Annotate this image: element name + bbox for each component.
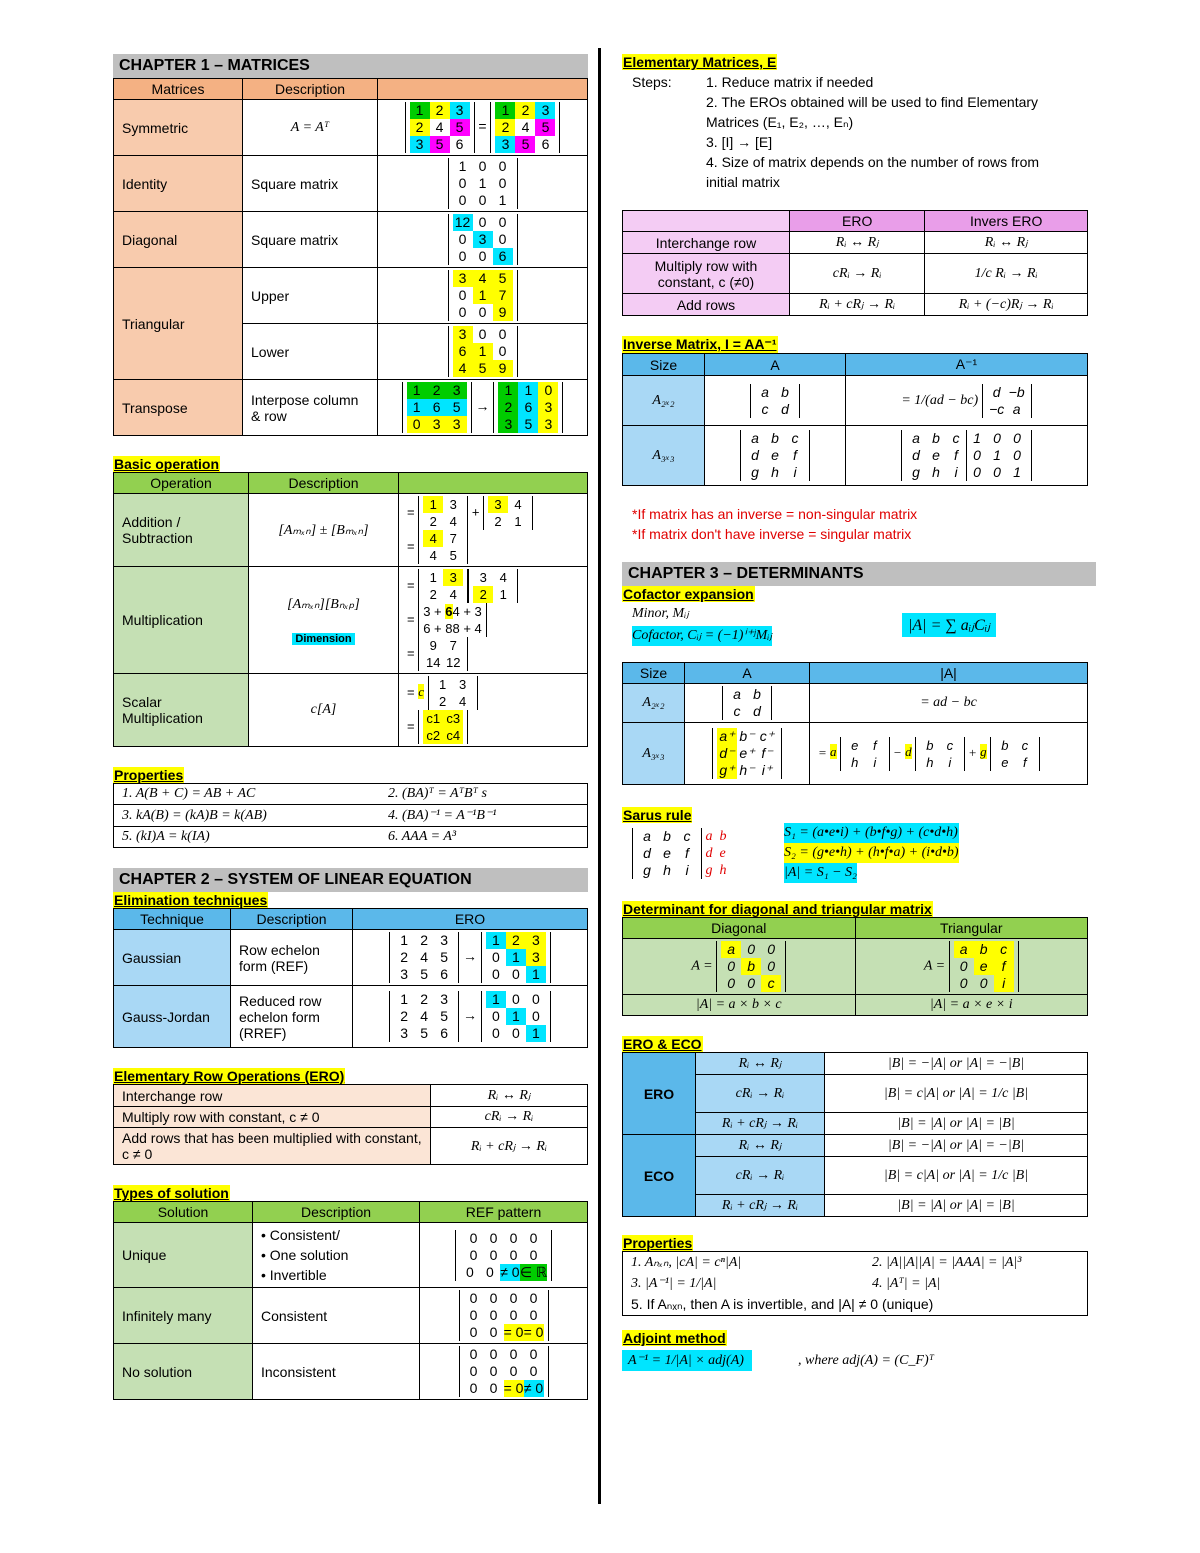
size-2x2: A₂ₓ₂ bbox=[623, 376, 705, 426]
solution-types-title: Types of solution bbox=[114, 1185, 229, 1201]
chapter-1-title: CHAPTER 1 – MATRICES bbox=[113, 54, 588, 78]
ero-multiply-op: cRᵢ → Rᵢ bbox=[431, 1107, 588, 1128]
triangular-matrix: A = a b c 0 e f 0 0 i bbox=[855, 939, 1088, 995]
eco-label: ECO bbox=[623, 1135, 696, 1217]
diagonal-matrix: A = a 0 0 0 b 0 0 0 c bbox=[623, 939, 856, 995]
col-matrices: Matrices bbox=[114, 79, 243, 100]
transpose-example: 1 2 3 1 6 5 0 3 3 → 1 1 0 2 6 3 3 5 3 bbox=[378, 380, 588, 436]
col-det-size: Size bbox=[623, 663, 685, 684]
note-non-singular: *If matrix has an inverse = non-singular matrix bbox=[632, 506, 918, 522]
sarus-det: |A| = S₁ − S₂ bbox=[784, 863, 857, 883]
row-addition: Addition / Subtraction bbox=[114, 494, 249, 567]
ero-interchange-op: Rᵢ ↔ Rⱼ bbox=[431, 1085, 588, 1107]
triangular-lower: Lower bbox=[243, 324, 378, 380]
note-singular: *If matrix don't have inverse = singular matrix bbox=[632, 526, 912, 542]
ero-interchange: Interchange row bbox=[114, 1085, 431, 1107]
row-no-solution: No solution bbox=[114, 1344, 253, 1400]
eco-row-2-op: cRᵢ → Rᵢ bbox=[696, 1157, 825, 1195]
inv-multiply-inv: 1/c Rᵢ → Rᵢ bbox=[925, 254, 1088, 294]
det-a-2x2: a b c d bbox=[685, 684, 810, 723]
inverse-ero-table bbox=[622, 210, 1088, 316]
a-3x3: a b c d e f g h i bbox=[705, 426, 846, 486]
col-technique: Technique bbox=[114, 909, 231, 930]
elementary-matrices-title: Elementary Matrices, E bbox=[623, 54, 777, 70]
eco-row-3-op: Rᵢ + cRⱼ → Rᵢ bbox=[696, 1195, 825, 1217]
adjoint-where: , where adj(A) = (C_F)ᵀ bbox=[798, 1352, 935, 1368]
row-unique: Unique bbox=[114, 1223, 253, 1288]
col-diagonal: Diagonal bbox=[623, 918, 856, 939]
ero-row-2-op: cRᵢ → Rᵢ bbox=[696, 1075, 825, 1113]
ero-row-1-res: |B| = −|A| or |A| = −|B| bbox=[825, 1053, 1088, 1075]
properties-title-2: Properties bbox=[623, 1235, 693, 1251]
col-triangular: Triangular bbox=[855, 918, 1088, 939]
row-multiplication: Multiplication bbox=[114, 567, 249, 674]
step-3: 3. [I] → [E] bbox=[706, 134, 773, 150]
addition-desc: [Aₘₓₙ] ± [Bₘₓₙ] bbox=[249, 494, 399, 567]
infinite-pattern: 0 0 0 0 0 0 0 0 0 0 = 0= 0 bbox=[420, 1288, 588, 1344]
multiplication-example: = 1 3 2 43 4 2 1 = 3 + 64 + 3 6 + 88 + 4 = 9 7 14 12 bbox=[399, 567, 588, 674]
prop-1: 1. A(B + C) = AB + AC bbox=[114, 784, 381, 805]
elimination-table bbox=[113, 908, 588, 1048]
cofactor-title: Cofactor expansion bbox=[623, 586, 754, 602]
symmetric-desc: A = Aᵀ bbox=[243, 100, 378, 156]
no-solution-desc: Inconsistent bbox=[253, 1344, 420, 1400]
ero-row-3-op: Rᵢ + cRⱼ → Rᵢ bbox=[696, 1113, 825, 1135]
adjoint-block bbox=[622, 1350, 1088, 1371]
gaussian-desc: Row echelon form (REF) bbox=[231, 930, 353, 986]
col-size: Size bbox=[623, 354, 705, 376]
properties-title-1: Properties bbox=[114, 767, 184, 783]
ero-multiply: Multiply row with constant, c ≠ 0 bbox=[114, 1107, 431, 1128]
eco-row-3-res: |B| = |A| or |A| = |B| bbox=[825, 1195, 1088, 1217]
gauss-jordan-desc: Reduced row echelon form (RREF) bbox=[231, 986, 353, 1048]
step-2: 2. The EROs obtained will be used to find Elementary Matrices (E₁, E₂, …, Eₙ) bbox=[706, 94, 1039, 130]
col-description: Description bbox=[243, 79, 378, 100]
ero-add: Add rows that has been multiplied with constant, c ≠ 0 bbox=[114, 1128, 431, 1165]
prop-2: 2. (BA)ᵀ = AᵀBᵀ s bbox=[380, 784, 588, 805]
minor-def: Minor, Mᵢⱼ bbox=[632, 606, 689, 621]
inverse-matrix-table bbox=[622, 353, 1088, 486]
properties-table-1 bbox=[113, 783, 588, 848]
inv-add-ero: Rᵢ + cRⱼ → Rᵢ bbox=[790, 294, 925, 316]
row-symmetric: Symmetric bbox=[114, 100, 243, 156]
ero-row-3-res: |B| = |A| or |A| = |B| bbox=[825, 1113, 1088, 1135]
basic-operation-table bbox=[113, 472, 588, 747]
upper-example: 3 4 5 0 1 7 0 0 9 bbox=[378, 268, 588, 324]
col-op-example bbox=[399, 473, 588, 494]
unique-desc-1: Consistent/ bbox=[269, 1227, 340, 1243]
multiplication-dims: [Aₘₓₙ][Bₙₓₚ] bbox=[287, 597, 360, 612]
row-diagonal: Diagonal bbox=[114, 212, 243, 268]
sarus-s2: S₂ = (g•e•h) + (h•f•a) + (i•d•b) bbox=[784, 843, 959, 863]
ero-title: Elementary Row Operations (ERO) bbox=[114, 1068, 345, 1084]
properties-table-2 bbox=[622, 1251, 1088, 1316]
col-sol-description: Description bbox=[253, 1202, 420, 1223]
left-column bbox=[113, 0, 588, 1400]
addition-example: = 1 3 2 4 + 3 4 2 1 = 4 7 4 5 bbox=[399, 494, 588, 567]
ero-label: ERO bbox=[623, 1053, 696, 1135]
col-operation: Operation bbox=[114, 473, 249, 494]
size-3x3: A₃ₓ₃ bbox=[623, 426, 705, 486]
col-blank bbox=[623, 211, 790, 232]
det-size-3x3: A₃ₓ₃ bbox=[623, 723, 685, 785]
diag-tri-table bbox=[622, 917, 1088, 1016]
unique-desc-3: Invertible bbox=[269, 1267, 327, 1283]
eco-row-2-res: |B| = c|A| or |A| = 1/c |B| bbox=[825, 1157, 1088, 1195]
col-det-value: |A| bbox=[810, 663, 1088, 684]
cofactor-def: Cofactor, Cᵢⱼ = (−1)ⁱ⁺ʲMᵢⱼ bbox=[632, 626, 772, 646]
adjoint-formula: A⁻¹ = 1/|A| × adj(A) bbox=[622, 1350, 752, 1371]
det-prop-5: 5. If Aₙₓₙ, then A is invertible, and |A| ≠ 0 (unique) bbox=[623, 1294, 1088, 1316]
sarus-formulas bbox=[784, 823, 959, 883]
triangular-det: |A| = a × e × i bbox=[855, 995, 1088, 1016]
inv-add: Add rows bbox=[623, 294, 790, 316]
ero-eco-table bbox=[622, 1052, 1088, 1217]
inv-multiply-ero: cRᵢ → Rᵢ bbox=[790, 254, 925, 294]
chapter-2-title: CHAPTER 2 – SYSTEM OF LINEAR EQUATION bbox=[113, 868, 588, 892]
a-inverse-2x2: = 1/(ad − bc) d −b −c a bbox=[846, 376, 1088, 426]
eco-row-1-op: Rᵢ ↔ Rⱼ bbox=[696, 1135, 825, 1157]
steps-list bbox=[706, 72, 1066, 192]
ero-row-2-res: |B| = c|A| or |A| = 1/c |B| bbox=[825, 1075, 1088, 1113]
col-elim-description: Description bbox=[231, 909, 353, 930]
cofactor-block bbox=[632, 602, 1088, 648]
det-prop-1: 1. Aₙₓₙ, |cA| = cⁿ|A| bbox=[623, 1252, 865, 1274]
diagonal-example: 12 0 0 0 3 0 0 0 6 bbox=[378, 212, 588, 268]
a-2x2: a b c d bbox=[705, 376, 846, 426]
infinite-desc: Consistent bbox=[253, 1288, 420, 1344]
diag-tri-title: Determinant for diagonal and triangular matrix bbox=[623, 901, 932, 917]
symmetric-example: 1 2 3 2 4 5 3 5 6 = 1 2 3 2 4 5 3 5 6 bbox=[378, 100, 588, 156]
transpose-desc: Interpose column & row bbox=[243, 380, 378, 436]
col-op-description: Description bbox=[249, 473, 399, 494]
identity-example: 1 0 0 0 1 0 0 0 1 bbox=[378, 156, 588, 212]
col-ero: ERO bbox=[790, 211, 925, 232]
dimension-badge: Dimension bbox=[292, 633, 354, 645]
lower-example: 3 0 0 6 1 0 4 5 9 bbox=[378, 324, 588, 380]
ero-table bbox=[113, 1084, 588, 1165]
inv-interchange-ero: Rᵢ ↔ Rⱼ bbox=[790, 232, 925, 254]
gaussian-example: 1 2 3 2 4 5 3 5 6 → 1 2 3 0 1 3 0 0 1 bbox=[353, 930, 588, 986]
sarus-block bbox=[632, 823, 1088, 883]
row-infinitely-many: Infinitely many bbox=[114, 1288, 253, 1344]
prop-4: 4. (BA)⁻¹ = A⁻¹B⁻¹ bbox=[380, 805, 588, 827]
chapter-3-title: CHAPTER 3 – DETERMINANTS bbox=[622, 562, 1096, 586]
col-ref-pattern: REF pattern bbox=[420, 1202, 588, 1223]
a-inverse-3x3: a b c 1 0 0 d e f 0 1 0 g h i 0 0 1 bbox=[846, 426, 1088, 486]
inverse-matrix-title: Inverse Matrix, I = AA⁻¹ bbox=[623, 336, 777, 352]
prop-6: 6. AAA = A³ bbox=[380, 827, 588, 848]
row-identity: Identity bbox=[114, 156, 243, 212]
col-invers-ero: Invers ERO bbox=[925, 211, 1088, 232]
unique-desc: • Consistent/ • One solution • Invertible bbox=[253, 1223, 420, 1288]
scalar-example: = c 1 3 2 4 = c1 c3 c2 c4 bbox=[399, 674, 588, 747]
inv-interchange: Interchange row bbox=[623, 232, 790, 254]
gauss-jordan-example: 1 2 3 2 4 5 3 5 6 → 1 0 0 0 1 0 0 0 1 bbox=[353, 986, 588, 1048]
eco-row-1-res: |B| = −|A| or |A| = −|B| bbox=[825, 1135, 1088, 1157]
scalar-desc: c[A] bbox=[249, 674, 399, 747]
col-solution: Solution bbox=[114, 1202, 253, 1223]
step-1: 1. Reduce matrix if needed bbox=[706, 74, 874, 90]
multiplication-desc bbox=[249, 567, 399, 674]
inv-add-inv: Rᵢ + (−c)Rⱼ → Rᵢ bbox=[925, 294, 1088, 316]
step-4: 4. Size of matrix depends on the number of rows from initial matrix bbox=[706, 154, 1040, 190]
col-example bbox=[378, 79, 588, 100]
det-value-3x3: = a e f h i − d b c h i + g b c e f bbox=[810, 723, 1088, 785]
adjoint-title: Adjoint method bbox=[623, 1330, 726, 1346]
inverse-notes bbox=[632, 504, 1088, 544]
ero-add-op: Rᵢ + cRⱼ → Rᵢ bbox=[431, 1128, 588, 1165]
inv-interchange-inv: Rᵢ ↔ Rⱼ bbox=[925, 232, 1088, 254]
steps-label: Steps: bbox=[632, 74, 672, 90]
row-scalar: Scalar Multiplication bbox=[114, 674, 249, 747]
right-column bbox=[622, 0, 1088, 1371]
det-a-3x3: a⁺ b⁻ c⁺ d⁻ e⁺ f⁻ g⁺ h⁻ i⁺ bbox=[685, 723, 810, 785]
basic-operation-title: Basic operation bbox=[114, 456, 220, 472]
elimination-title: Elimination techniques bbox=[114, 892, 268, 908]
col-elim-ero: ERO bbox=[353, 909, 588, 930]
det-prop-2: 2. |A||A||A| = |AAA| = |A|³ bbox=[864, 1252, 1088, 1274]
diagonal-desc: Square matrix bbox=[243, 212, 378, 268]
unique-pattern: 0 0 0 0 0 0 0 0 0 0 ≠ 0∈ ℝ bbox=[420, 1223, 588, 1288]
column-divider bbox=[598, 48, 601, 1504]
sarus-title: Sarus rule bbox=[623, 807, 692, 823]
sarus-s1: S₁ = (a•e•i) + (b•f•g) + (c•d•h) bbox=[784, 823, 959, 843]
det-prop-4: 4. |Aᵀ| = |A| bbox=[864, 1273, 1088, 1294]
unique-desc-2: One solution bbox=[269, 1247, 349, 1263]
determinant-table bbox=[622, 662, 1088, 785]
det-size-2x2: A₂ₓ₂ bbox=[623, 684, 685, 723]
diagonal-det: |A| = a × b × c bbox=[623, 995, 856, 1016]
row-gauss-jordan: Gauss-Jordan bbox=[114, 986, 231, 1048]
identity-desc: Square matrix bbox=[243, 156, 378, 212]
inv-multiply: Multiply row with constant, c (≠0) bbox=[623, 254, 790, 294]
col-a-inverse: A⁻¹ bbox=[846, 354, 1088, 376]
col-det-a: A bbox=[685, 663, 810, 684]
sarus-matrix: a b c d e f g h i a b d e g h bbox=[632, 828, 784, 879]
row-triangular: Triangular bbox=[114, 268, 243, 380]
ero-row-1-op: Rᵢ ↔ Rⱼ bbox=[696, 1053, 825, 1075]
solution-table bbox=[113, 1201, 588, 1400]
prop-3: 3. kA(B) = (kA)B = k(AB) bbox=[114, 805, 381, 827]
col-a: A bbox=[705, 354, 846, 376]
row-transpose: Transpose bbox=[114, 380, 243, 436]
row-gaussian: Gaussian bbox=[114, 930, 231, 986]
steps-block bbox=[632, 72, 1088, 192]
no-solution-pattern: 0 0 0 0 0 0 0 0 0 0 = 0≠ 0 bbox=[420, 1344, 588, 1400]
prop-5: 5. (kI)A = k(IA) bbox=[114, 827, 381, 848]
det-value-2x2: = ad − bc bbox=[810, 684, 1088, 723]
triangular-upper: Upper bbox=[243, 268, 378, 324]
matrices-table bbox=[113, 78, 588, 436]
det-prop-3: 3. |A⁻¹| = 1/|A| bbox=[623, 1273, 865, 1294]
ero-eco-title: ERO & ECO bbox=[623, 1036, 702, 1052]
cofactor-formula: |A| = ∑ aᵢⱼCᵢⱼ bbox=[902, 613, 996, 637]
